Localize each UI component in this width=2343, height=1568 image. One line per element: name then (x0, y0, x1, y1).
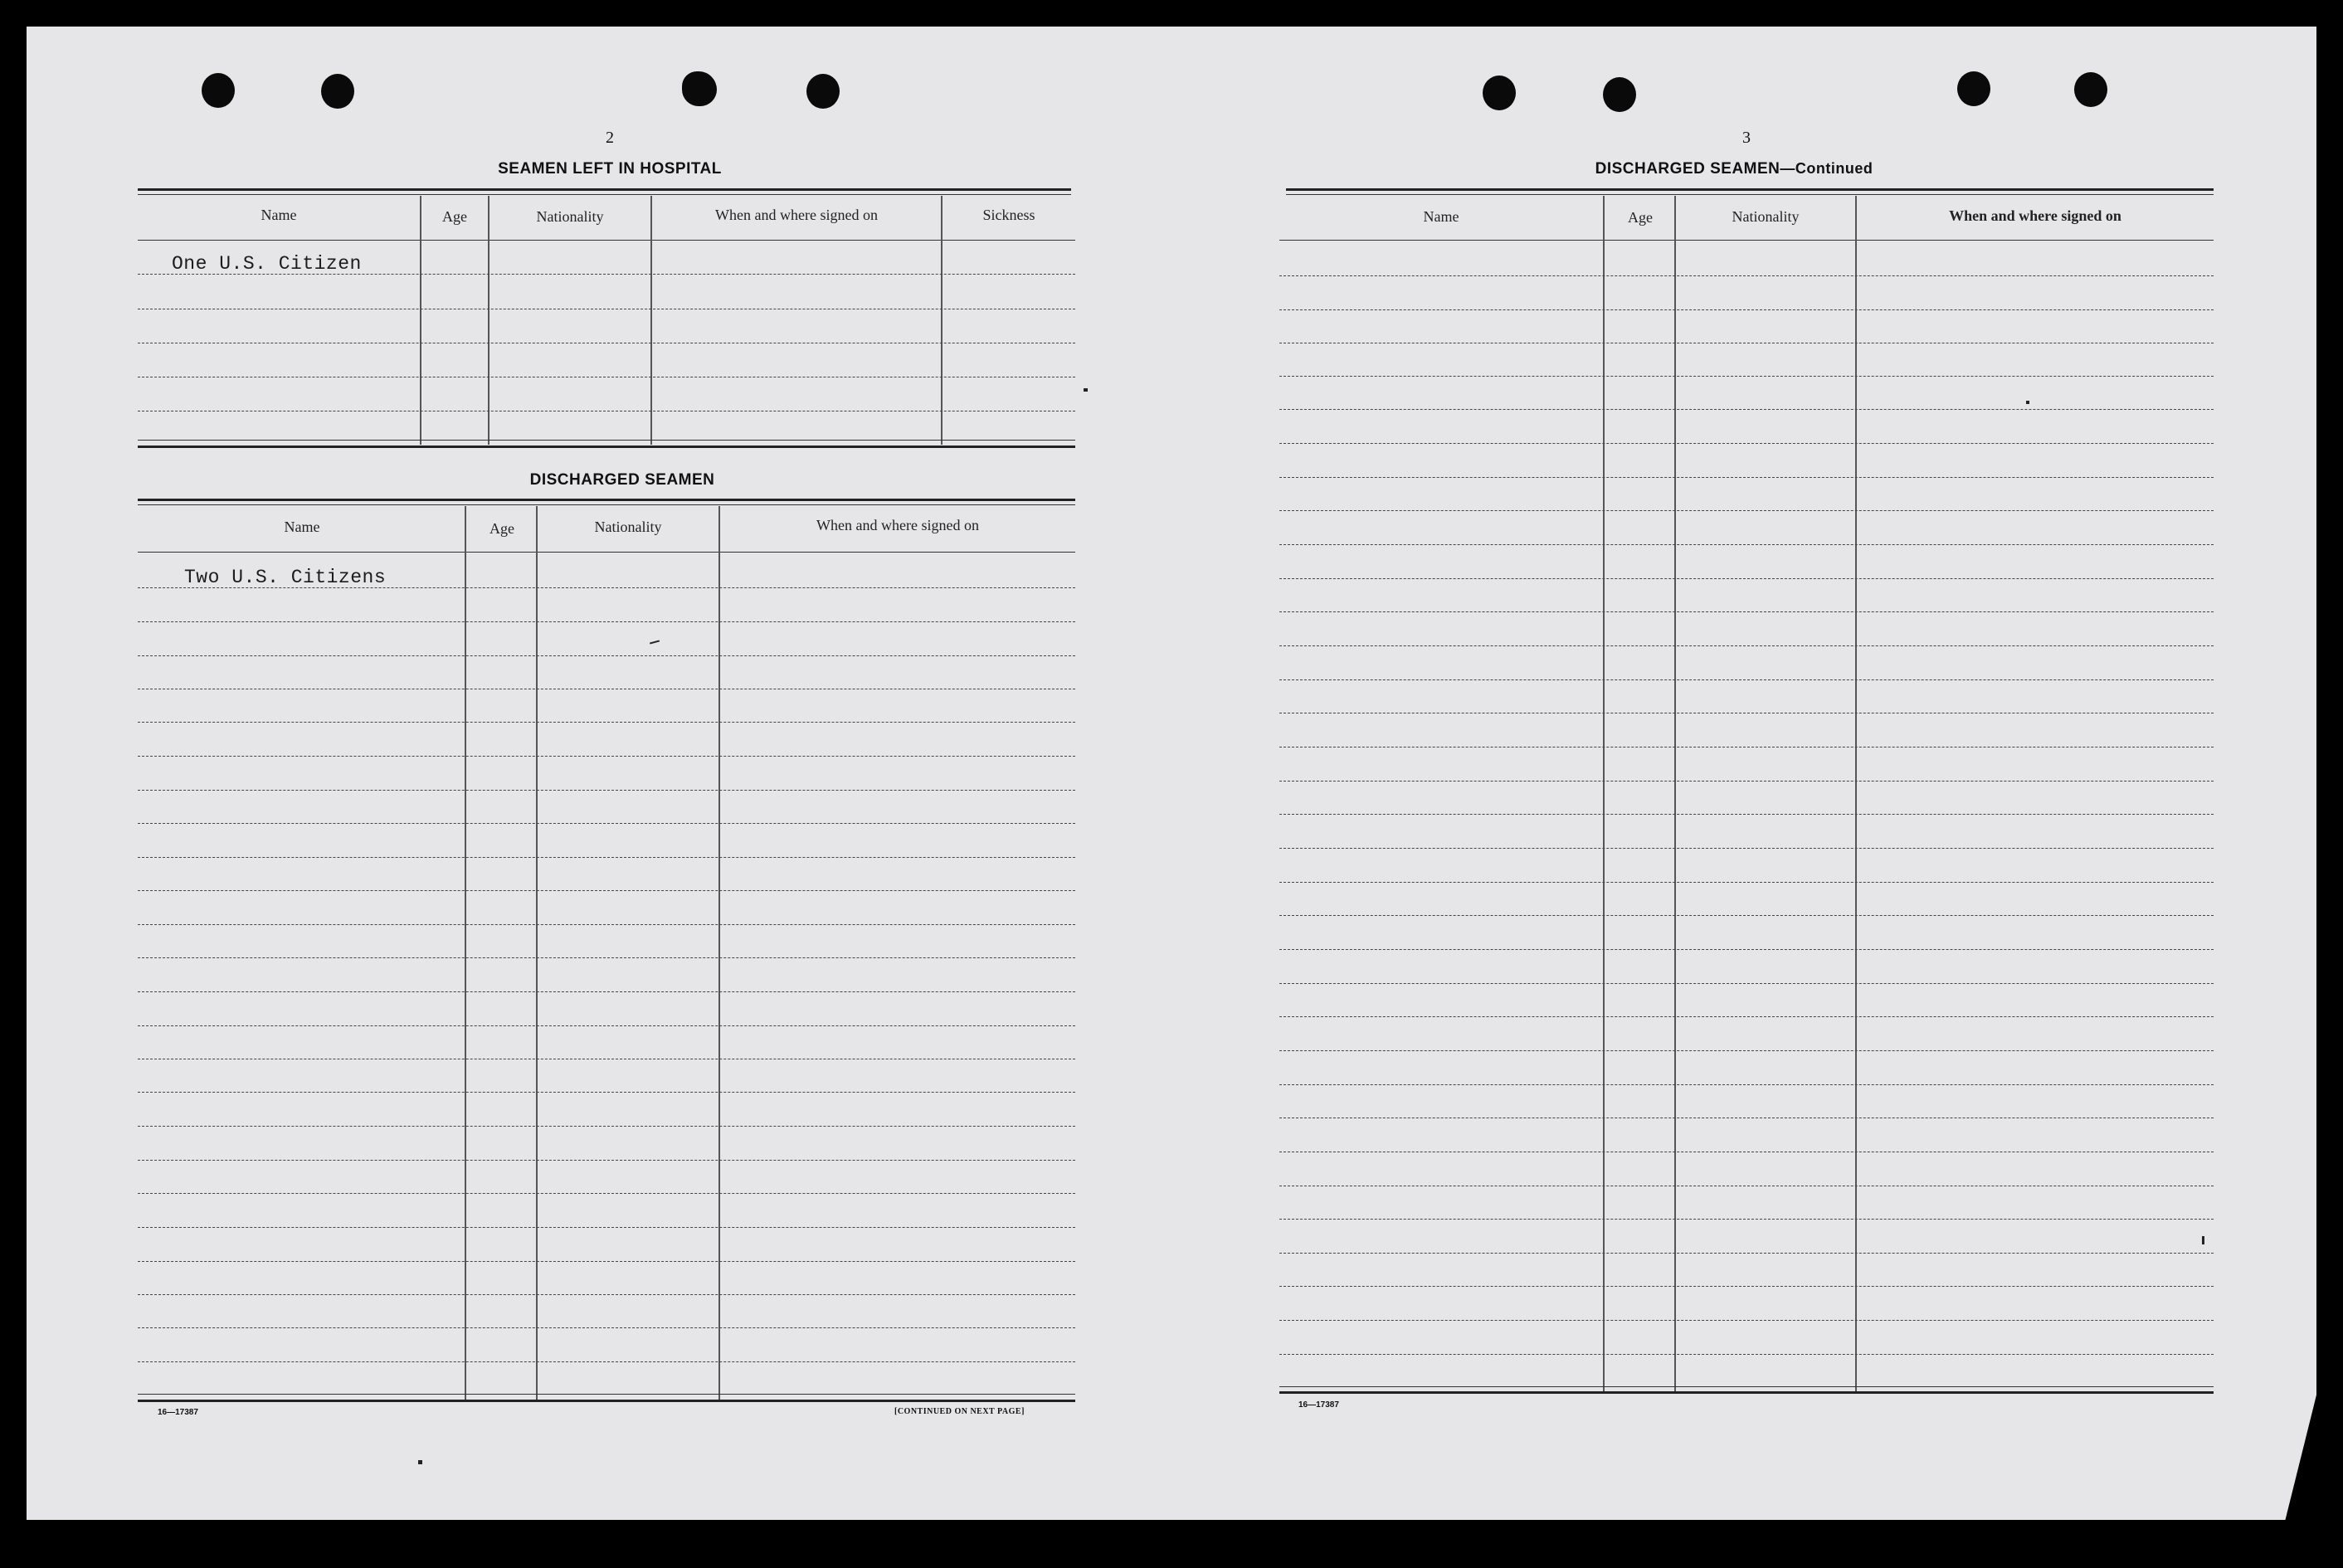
row-line (138, 890, 1075, 891)
row-line (138, 1261, 1075, 1262)
row-line (138, 1126, 1075, 1127)
row-line (138, 857, 1075, 858)
hospital-entry-name: One U.S. Citizen (172, 253, 362, 275)
punch-hole (1483, 75, 1516, 110)
punch-hole (321, 74, 354, 109)
row-line (138, 621, 1075, 622)
column-header-nationality: Nationality (594, 519, 662, 535)
row-line (1279, 1286, 2214, 1287)
row-line (1279, 679, 2214, 680)
row-line (138, 756, 1075, 757)
row-line (138, 1361, 1075, 1362)
ink-speck (1084, 388, 1088, 392)
table-top-rule (1286, 188, 2214, 191)
row-line (138, 1227, 1075, 1228)
column-header-name: Name (1423, 208, 1459, 225)
row-line (1279, 1354, 2214, 1355)
punch-hole (682, 71, 717, 106)
row-line (138, 957, 1075, 958)
column-divider (941, 196, 943, 445)
table-top-rule (138, 194, 1071, 195)
ink-speck (418, 1460, 422, 1464)
table-bottom-rule (1279, 1386, 2214, 1387)
punch-hole (1603, 77, 1636, 112)
column-header-name: Name (284, 519, 320, 535)
table-bottom-rule (138, 1394, 1075, 1395)
section-title-main: DISCHARGED SEAMEN (1595, 160, 1780, 178)
row-line (138, 1092, 1075, 1093)
row-line (138, 1160, 1075, 1161)
header-bottom-rule (138, 552, 1075, 553)
page-number: 2 (606, 129, 614, 147)
row-line (1279, 848, 2214, 849)
column-header-age: Age (490, 520, 514, 537)
table-bottom-rule (1279, 1391, 2214, 1394)
row-line (1279, 1253, 2214, 1254)
row-line (138, 722, 1075, 723)
row-line (1279, 510, 2214, 511)
column-header-nationality: Nationality (1732, 208, 1800, 225)
row-line (1279, 1219, 2214, 1220)
row-line (138, 1193, 1075, 1194)
ink-speck (2202, 1236, 2204, 1244)
column-header-signed-on: When and where signed on (1949, 207, 2121, 224)
ink-speck (2026, 401, 2029, 404)
row-line (1279, 376, 2214, 377)
column-divider (488, 196, 490, 445)
column-header-nationality: Nationality (536, 208, 604, 225)
section-title-sub: —Continued (1780, 160, 1873, 177)
continued-note: [CONTINUED ON NEXT PAGE] (894, 1407, 1025, 1416)
row-line (138, 790, 1075, 791)
form-number: 16—17387 (158, 1408, 198, 1417)
column-header-age: Age (442, 208, 467, 225)
table-top-rule (138, 504, 1075, 505)
row-line (1279, 443, 2214, 444)
column-divider (650, 196, 652, 445)
column-header-signed-on: When and where signed on (715, 207, 878, 223)
row-line (138, 823, 1075, 824)
section-title-discharged-continued (1510, 160, 1958, 178)
row-line (1279, 275, 2214, 276)
row-line (1279, 915, 2214, 916)
row-line (1279, 645, 2214, 646)
punch-hole (806, 74, 840, 109)
punch-hole (1957, 71, 1990, 106)
table-top-rule (138, 499, 1075, 501)
row-line (1279, 814, 2214, 815)
column-header-sickness: Sickness (982, 207, 1035, 223)
row-line (1279, 1320, 2214, 1321)
form-number: 16—17387 (1298, 1400, 1339, 1410)
header-bottom-rule (138, 240, 1075, 241)
page-number: 3 (1742, 129, 1751, 147)
row-line (1279, 544, 2214, 545)
row-line (138, 1294, 1075, 1295)
row-line (138, 655, 1075, 656)
table-bottom-rule (138, 1400, 1075, 1402)
column-divider (420, 196, 421, 445)
row-line (1279, 1016, 2214, 1017)
column-header-signed-on: When and where signed on (816, 517, 979, 533)
row-line (1279, 611, 2214, 612)
row-line (1279, 983, 2214, 984)
table-top-rule (1286, 194, 2214, 195)
section-title-discharged: DISCHARGED SEAMEN (529, 471, 715, 489)
row-line (1279, 309, 2214, 310)
form-sheet (27, 27, 2316, 1520)
row-line (1279, 781, 2214, 782)
row-line (138, 587, 1075, 588)
section-title-hospital: SEAMEN LEFT IN HOSPITAL (498, 160, 722, 178)
discharged-entry-name: Two U.S. Citizens (184, 567, 387, 588)
column-divider (718, 506, 720, 1400)
row-line (1279, 578, 2214, 579)
punch-hole (202, 73, 235, 108)
row-line (1279, 1084, 2214, 1085)
row-line (1279, 1050, 2214, 1051)
punch-hole (2074, 72, 2107, 107)
column-header-age: Age (1628, 209, 1653, 226)
column-divider (536, 506, 538, 1400)
table-bottom-rule (138, 446, 1075, 448)
column-header-name: Name (261, 207, 297, 223)
row-line (138, 924, 1075, 925)
row-line (138, 1025, 1075, 1026)
header-bottom-rule (1279, 240, 2214, 241)
row-line (1279, 882, 2214, 883)
row-line (138, 1327, 1075, 1328)
row-line (1279, 409, 2214, 410)
table-bottom-rule (138, 440, 1075, 441)
table-top-rule (138, 188, 1071, 191)
row-line (1279, 949, 2214, 950)
row-line (1279, 477, 2214, 478)
column-divider (465, 506, 466, 1400)
row-line (138, 991, 1075, 992)
